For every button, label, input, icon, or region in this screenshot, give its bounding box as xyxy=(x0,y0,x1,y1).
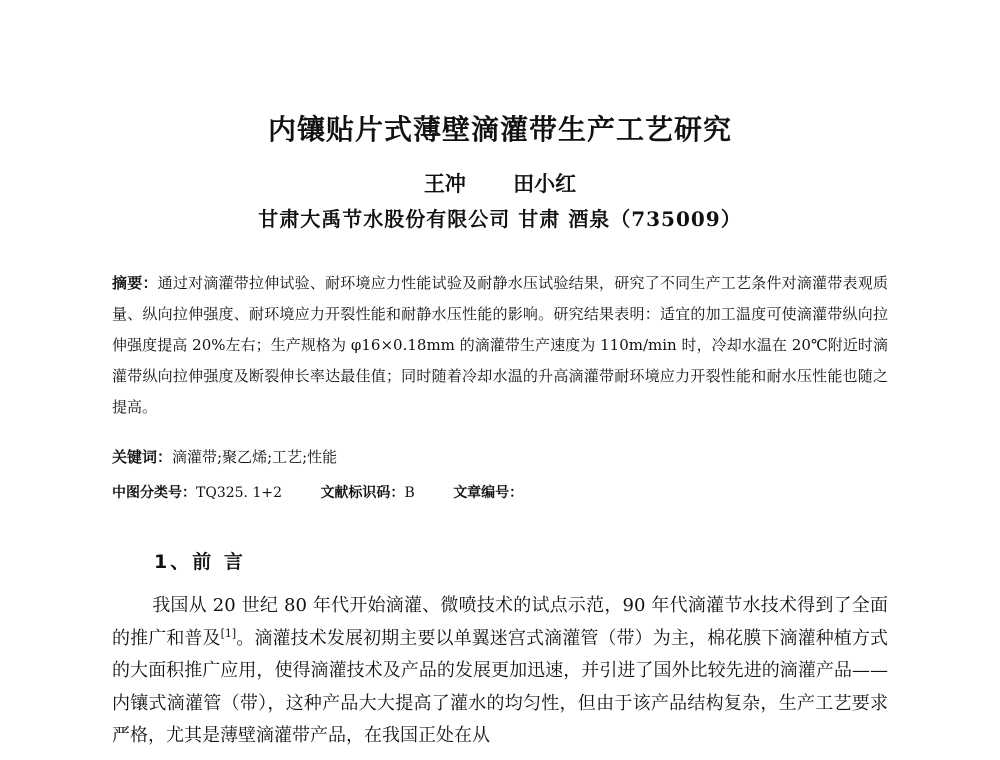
clc-label: 中图分类号： xyxy=(112,485,196,501)
article-label: 文章编号： xyxy=(453,485,524,501)
classification-line xyxy=(112,481,888,505)
affiliation: 甘肃大禹节水股份有限公司 甘肃 酒泉（735009） xyxy=(258,207,742,231)
keywords-label: 关键词： xyxy=(112,448,173,466)
section-heading: 1、前 言 xyxy=(154,551,246,573)
author-name: 田小红 xyxy=(513,171,577,196)
citation-ref: [1] xyxy=(220,626,237,640)
clc-value: TQ325. 1+2 xyxy=(196,485,282,501)
article-number xyxy=(453,481,523,505)
abstract xyxy=(112,268,888,423)
clc-code xyxy=(112,481,282,505)
author-list xyxy=(0,168,1000,198)
paper-title: 内镶贴片式薄壁滴灌带生产工艺研究 xyxy=(267,113,732,146)
abstract-text: 通过对滴灌带拉伸试验、耐环境应力性能试验及耐静水压试验结果，研究了不同生产工艺条件对滴灌带表观质量、纵向拉伸强度、耐环境应力开裂性能和耐静水压性能的影响。研究结果表明：适宜的加工温度可使滴灌带纵向拉伸强度提高 20%左右；生产规格为 φ16×0.18mm 的滴灌带生产速度为 110m/min 时，冷却水温在 20℃附近时滴灌带纵向拉伸强度及断裂伸长率达最佳值；同时随着冷却水温的升高滴灌带耐环境应力开裂性能和耐水压性能也随之提高。 xyxy=(112,274,888,416)
keywords-text: 滴灌带;聚乙烯;工艺;性能 xyxy=(172,448,338,466)
abstract-label: 摘要： xyxy=(112,274,158,292)
doc-label: 文献标识码： xyxy=(320,485,405,501)
author-name: 王冲 xyxy=(423,171,466,196)
doc-code xyxy=(320,481,414,505)
paragraph-text-part2: 。滴灌技术发展初期主要以单翼迷宫式滴灌管（带）为主，棉花膜下滴灌种植方式的大面积推广应用，使得滴灌技术及产品的发展更加迅速，并引进了国外比较先进的滴灌产品——内镶式滴灌管（带），这种产品大大提高了灌水的均匀性，但由于该产品结构复杂，生产工艺要求严格，尤其是薄壁滴灌带产品，在我国正处在从 xyxy=(112,627,889,746)
doc-value: B xyxy=(404,485,415,501)
paragraph-text-part1: 我国从 20 世纪 80 年代开始滴灌、微喷技术的试点示范，90 年代滴灌节水技术得到了全面的推广和普及 xyxy=(112,595,888,649)
keywords xyxy=(112,445,888,469)
body-paragraph xyxy=(112,590,888,753)
